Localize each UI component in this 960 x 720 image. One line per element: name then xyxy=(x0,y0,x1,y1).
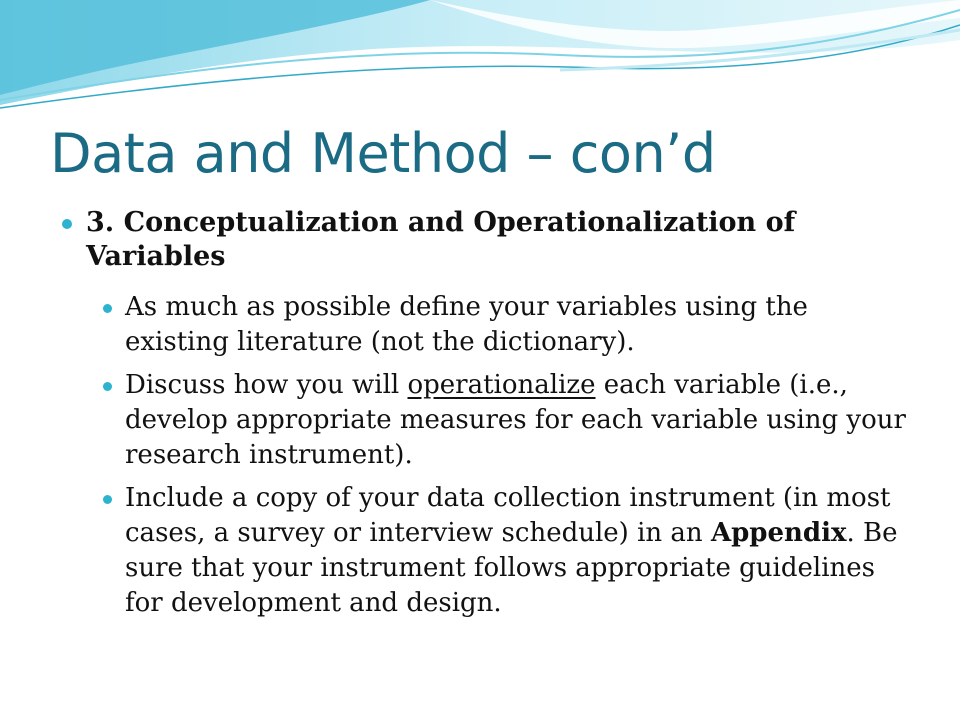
bullet-dot-icon xyxy=(103,495,112,504)
sub-bullet-text-after: . Be sure that your instrument follows appropriate guidelines for development and design. xyxy=(125,518,898,618)
sub-bullet-text: As much as possible define your variables using the existing literature (not the dictionary). xyxy=(125,292,808,357)
slide-title: Data and Method – con’d xyxy=(50,122,716,185)
bullet-dot-icon xyxy=(103,382,112,391)
header-wave-decoration xyxy=(0,0,960,120)
bullet-dot-icon xyxy=(103,304,112,313)
sub-bullet-1 xyxy=(60,290,920,360)
main-bullet xyxy=(60,206,920,274)
bold-term: Appendix xyxy=(710,518,847,548)
sub-bullet-text-after: each variable (i.e., develop appropriate measures for each variable using your research instrument). xyxy=(125,370,906,470)
main-bullet-text: 3. Conceptualization and Operationalization of Variables xyxy=(86,207,796,272)
bullet-dot-icon xyxy=(62,219,72,229)
sub-bullet-text-before: Discuss how you will xyxy=(125,370,408,400)
underlined-term: operationalize xyxy=(407,370,596,400)
sub-bullet-text-before: Include a copy of your data collection instrument (in most cases, a survey or interview schedule) in an xyxy=(125,483,891,548)
sub-bullet-3 xyxy=(60,481,920,621)
slide-body xyxy=(60,206,920,629)
sub-bullet-2 xyxy=(60,368,920,473)
sub-bullet-list xyxy=(60,290,920,621)
